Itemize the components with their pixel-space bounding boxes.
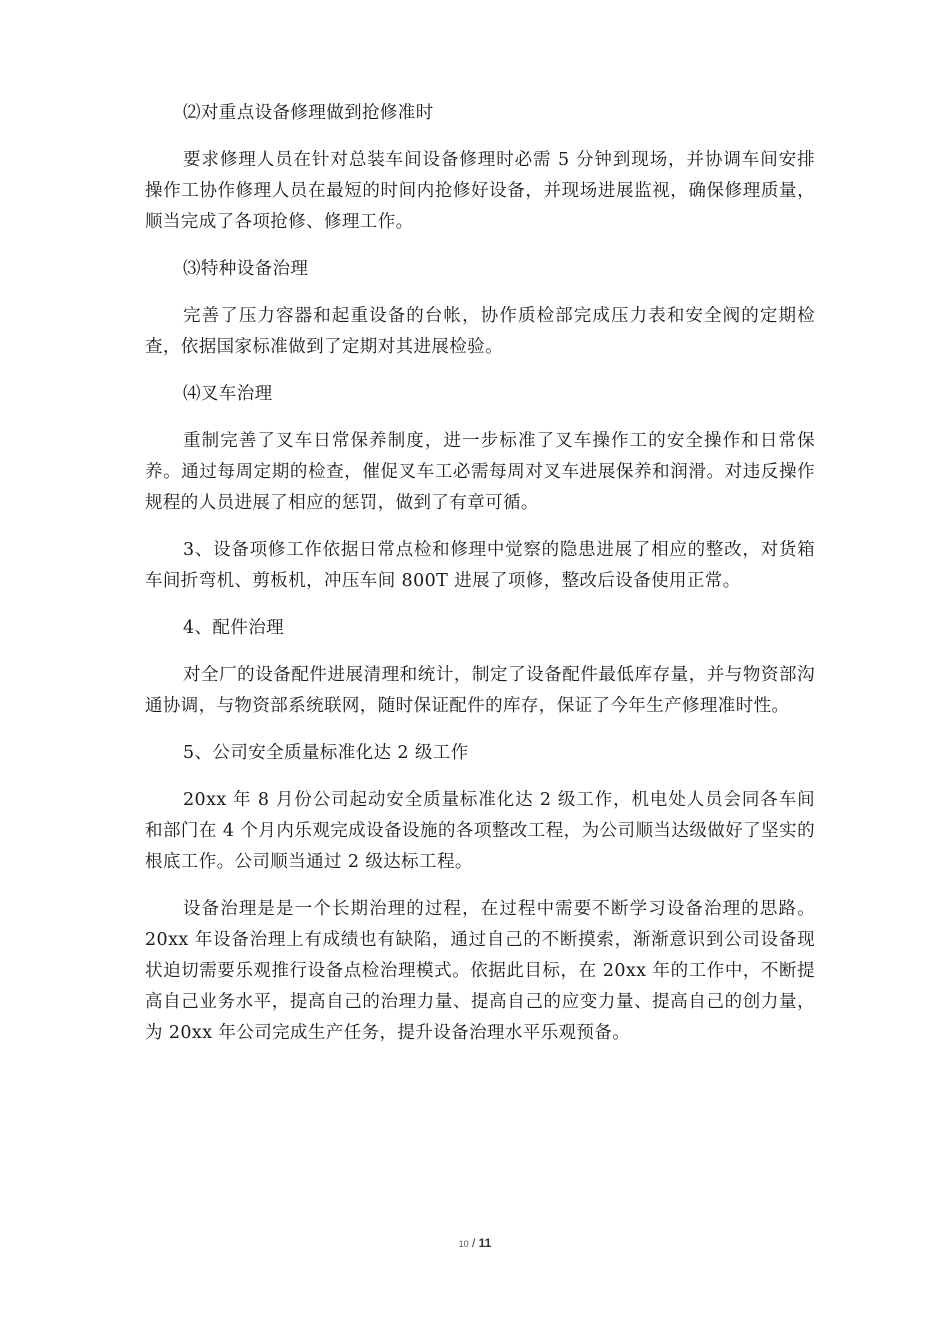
paragraph-safety-standardization: 20xx 年 8 月份公司起动安全质量标准化达 2 级工作，机电处人员会同各车间和部门在 4 个月内乐观完成设备设施的各项整改工程，为公司顺当达级做好了坚实的根底工作。公司顺当通过 2 级达标工程。: [145, 790, 815, 872]
document-body: [145, 98, 815, 1065]
paragraph-summary: 设备治理是是一个长期治理的过程，在过程中需要不断学习设备治理的思路。20xx 年设备治理上有成绩也有缺陷，通过自己的不断摸索，渐渐意识到公司设备现状迫切需要乐观推行设备点检治理模式。依据此目标，在 20xx 年的工作中，不断提高自己业务水平，提高自己的治理力量、提高自己的应变力量、提高自己的创力量，为 20xx 年公司完成生产任务，提升设备治理水平乐观预备。: [145, 899, 815, 1043]
paragraph-forklift: 重制完善了叉车日常保养制度，进一步标准了叉车操作工的安全操作和日常保养。通过每周定期的检查，催促叉车工必需每周对叉车进展保养和润滑。对违反操作规程的人员进展了相应的惩罚，做到了有章可循。: [145, 431, 815, 513]
section-heading-safety-standardization: 5、公司安全质量标准化达 2 级工作: [183, 743, 469, 763]
section-heading-spare-parts: 4、配件治理: [183, 618, 285, 638]
paragraph-item-repair: 3、设备项修工作依据日常点检和修理中觉察的隐患进展了相应的整改，对货箱车间折弯机、剪板机，冲压车间 800T 进展了项修，整改后设备使用正常。: [145, 540, 815, 591]
page-number-footer: [0, 1236, 950, 1250]
current-page-number: 10: [458, 1239, 469, 1249]
page-separator: /: [468, 1236, 479, 1250]
paragraph-special-equipment: 完善了压力容器和起重设备的台帐，协作质检部完成压力表和安全阀的定期检查，依据国家标准做到了定期对其进展检验。: [145, 306, 815, 357]
section-heading-special-equipment: ⑶特种设备治理: [183, 259, 309, 279]
paragraph-spare-parts: 对全厂的设备配件进展清理和统计，制定了设备配件最低库存量，并与物资部沟通协调，与物资部系统联网，随时保证配件的库存，保证了今年生产修理准时性。: [145, 665, 815, 716]
section-heading-forklift: ⑷叉车治理: [183, 384, 273, 404]
section-heading-key-equipment-repair: ⑵对重点设备修理做到抢修准时: [183, 103, 434, 123]
total-page-number: 11: [478, 1236, 492, 1250]
paragraph-repair-requirements: 要求修理人员在针对总装车间设备修理时必需 5 分钟到现场，并协调车间安排操作工协作修理人员在最短的时间内抢修好设备，并现场进展监视，确保修理质量，顺当完成了各项抢修、修理工作。: [145, 150, 815, 232]
